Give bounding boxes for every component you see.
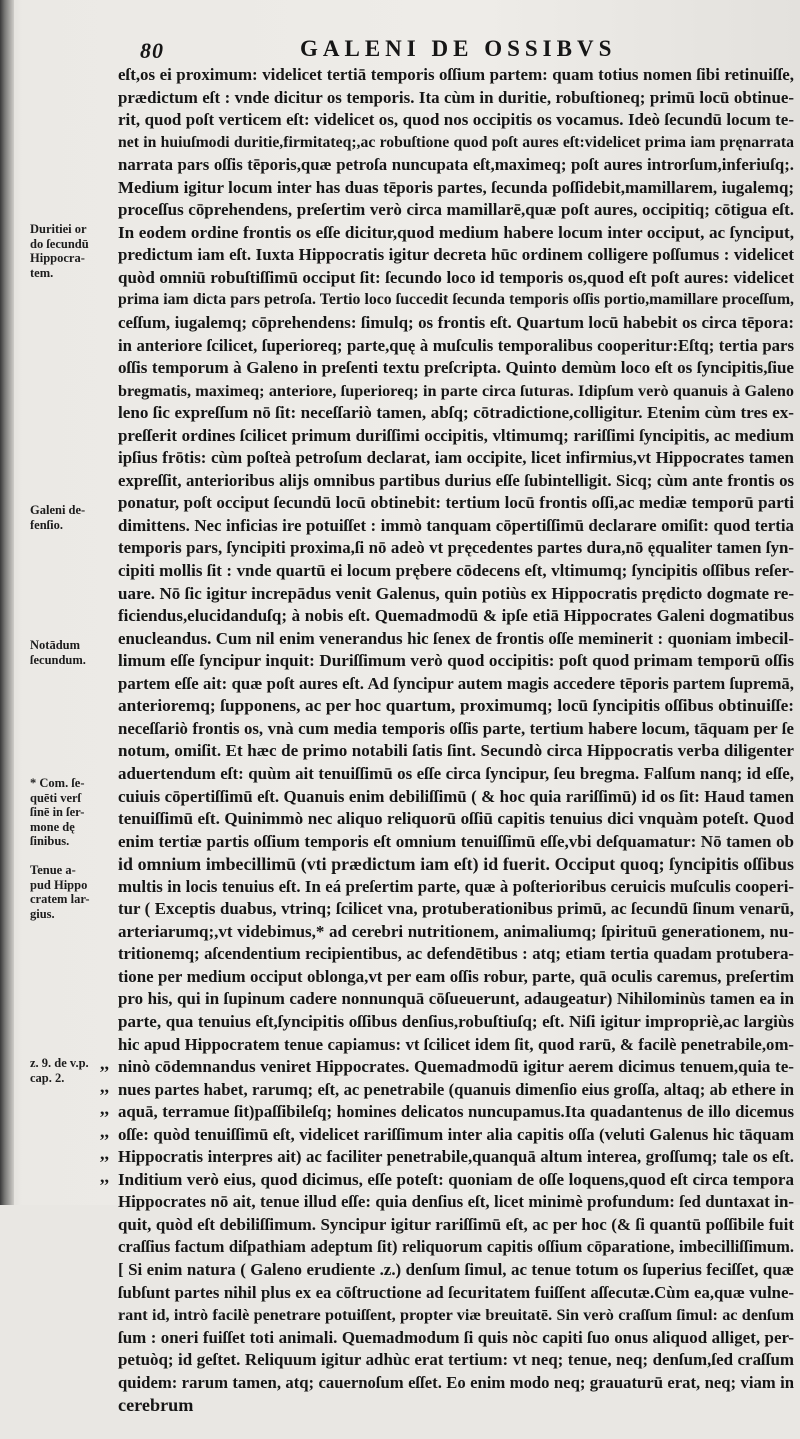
text-line: Hippocratis interpres ait) ac faciliter penetrabile,quanquā altum interea, groſſumq; tale os eſt. [118, 1147, 794, 1167]
text-line: leno ſic expreſſum nō ſit: neceſſariò tamen, abſq; cōtradictione,colligitur. Etenim cùm tres ex- [118, 403, 794, 423]
text-line: narrata pars oſſis tēporis,quæ petroſa nuncupata eſt,maximeq; poſt aures introrſum,inferiuſq;. [118, 155, 794, 175]
text-line: tione per medium occiput oblonga,vt per eam oſſis robur, parte, quā oculis caremus, preſertim [118, 966, 794, 986]
margin-note-line: Tenue a- [30, 863, 76, 877]
quote-mark: ,, [100, 1121, 109, 1141]
text-line: oſſis temporum à Galeno in preſenti textu preſcripta. Quinto demùm loco eſt os ſyncipitis,ſiue [118, 358, 794, 378]
text-line: Medium igitur locum inter has duas tēporis partes, ſecunda poſſidebit,mamillarem, iugalemq; [118, 177, 794, 197]
main-text-block [118, 64, 794, 1439]
quote-mark: ,, [100, 1053, 109, 1073]
page-number: 80 [140, 38, 164, 63]
margin-note-line: cap. 2. [30, 1070, 65, 1085]
margin-note-line: ſinibus. [30, 834, 70, 848]
text-line: oſſe: quòd tenuiſſimū eſt, videlicet rariſſimum inter alia capitis oſſa (veluti Galenus hic tāquam [118, 1124, 794, 1144]
text-line: aquā, terramue ſit)paſſibileſq; homines delicatos nuncupamus.Ita quadantenus de illo dicemus [118, 1102, 794, 1122]
margin-note-line: pud Hippo [30, 877, 88, 892]
text-line: id omnium imbecillimū (vti prædictum iam eſt) id fuerit. Occiput quoq; ſyncipitis oſſibus [118, 854, 794, 875]
text-line: rit, quod poſt verticem eſt: videlicet os, quod nos occipitis os vocamus. Ideò ſecundū locum te- [118, 110, 794, 130]
margin-note-line: cratem lar- [30, 892, 90, 906]
text-line: bregmatis, maximeq; anteriore, ſuperioreq; in parte circa ſuturas. Idipſum verò quanuis à Galeno [118, 381, 794, 400]
text-line: enucleandus. Cum nil enim venerandus hic ſenex de frontis oſſe meminerit : quoniam imbecil- [118, 628, 794, 648]
text-line: in anteriore ſcilicet, ſuperioreq; parte,quę à muſculis temporalibus cooperitur:Eſtq; tertia pars [118, 335, 794, 355]
text-line: ſum : oneri fuiſſet toti animali. Quemadmodum ſi quis nòc capiti ſuo onus aliquod alliget, per- [118, 1327, 794, 1347]
text-line: expreſſit, anterioribus alijs omnibus partibus durius eſſe ſubintelligit. Sicq; cùm ante frontis os [118, 470, 794, 490]
catchword [118, 1417, 794, 1439]
quote-mark: ,, [100, 1166, 109, 1186]
margin-note-line: z. 9. de v.p. [30, 1056, 89, 1070]
text-line: ceſſum, iugalemq; cōprehendens: ſimulq; os frontis eſt. Quartum locū habebit os circa tēpora: [118, 313, 794, 333]
text-line: ipſius frōtis: cùm poſteà petroſum declarat, iam occipite, licet infirmius,vt Hippocrates tamen [118, 448, 794, 468]
text-line: multis in locis tenuius eſt. In eá preſertim parte, quæ à poſterioribus ceruicis muſculis cooperi- [118, 876, 794, 896]
text-line: prædictum eſt : vnde dicitur os temporis. Ita cùm in duritie, robuſtioneq; primū locū obtinue- [118, 87, 794, 107]
text-line: Hippocrates nō ait, tenue illud eſſe: quia denſius eſt, licet minimè profundum: ſed duntaxat in- [118, 1192, 794, 1212]
text-line: dimittens. Nec inficias ire potuiſſet : immò tanquam cōpertiſſimū declarare omiſit: quod tertia [118, 515, 794, 535]
page-binding-edge [0, 0, 14, 1205]
page-header [140, 34, 790, 64]
text-line: rant id, intrò facilè penetrare potuiſſent, propter viæ breuitatē. Sin verò craſſum ſimul: ac denſum [118, 1306, 794, 1325]
quote-mark: ,, [100, 1076, 109, 1096]
text-line: arteriarumq;,vt videbimus,* ad cerebri nutritionem, animaliumq; ſpirituū generationem, nu- [118, 921, 794, 941]
margin-note-line: * Com. ſe- [30, 776, 85, 790]
margin-note-line: quēti verſ [30, 790, 82, 805]
text-line: quidem: rarum tamen, atq; cauernoſum eſſet. Eo enim modo neq; grauaturū erat, neq; viam in [118, 1372, 794, 1392]
margin-note-line: mone dę [30, 819, 75, 834]
text-line: temporis pars, ſyncipiti proxima,ſi nō adeò vt pręcedentes partes dura,nō ęqualiter tamen ſyn- [118, 538, 794, 558]
text-line: hic apud Hippocratem tenue capiamus: vt ſcilicet idem ſit, quod rarū, & facilè penetrabile,om- [118, 1034, 794, 1054]
text-line: pro his, qui in ſupinum cadere nonnunquā cōſueuerunt, adaugeatur) Nihilominùs tamen ea in [118, 989, 794, 1009]
text-line: eſt,os ei proximum: videlicet tertiā temporis oſſium partem: quam totius nomen ſibi retinuiſſe, [118, 65, 794, 84]
margin-note-line: Notādum [30, 638, 81, 652]
text-line: predictum iam eſt. Iuxta Hippocratis igitur decreta hūc ordinem colligere poſſumus : videlicet [118, 245, 794, 265]
text-line: enim tertiæ partis oſſium temporis eſt omnium tenuiſſimū eſſe,vbi deſquamatur: Nō tamen ob [118, 831, 794, 851]
text-line: neceſſariò frontis os, vnà cum media temporis oſſis parte, tertium habere locum, tāquam per ſe [118, 718, 794, 738]
text-line: nues partes habet, rarumq; eſt, ac penetrabile (quanuis dimenſio eius groſſa, altaq; ab ethere in [118, 1079, 794, 1099]
text-line: ninò cōdemnandus veniret Hippocrates. Quemadmodū igitur aerem dicimus tenuem,quia te- [118, 1057, 794, 1077]
text-line: preſſerit ordines ſcilicet primum duriſſimi occipitis, vltimumq; rariſſimi ſyncipitis, ac medium [118, 425, 794, 445]
margin-note-duritiei [30, 222, 112, 280]
margin-note-galeni-defensio [30, 503, 112, 532]
margin-note-line: gius. [30, 906, 55, 921]
running-title: GALENI DE OSSIBVS [300, 36, 617, 61]
text-line: uare. Nō ſic igitur increpādus venit Galenus, quin potiùs ex Hippocratis prędicto dogmate re- [118, 583, 794, 603]
text-line: quit, quòd eſt debiliſſimum. Syncipur igitur rariſſimū eſt, ac per hoc (& ſi quantū poſſibile fuit [118, 1214, 794, 1234]
text-line: cipiti mollis ſit : vnde quartū ei locum prębere cōdecens eſt, vltimumq; ſyncipitis oſſibus reſer- [118, 561, 794, 581]
text-line: notum, omiſit. Et hæc de primo notabili ſatis ſint. Secundò circa Hippocratis verba diligenter [118, 741, 794, 761]
margin-note-line: Hippocra- [30, 251, 85, 265]
text-line: aduertendum eſt: quùm ait tenuiſſimū os eſſe circa ſyncipur, ſeu bregma. Falſum nanq; id eſſe, [118, 763, 794, 783]
text-line: parte, qua tenuius eſt,ſyncipitis oſſibus denſius,robuſtiuſq; eſt. Niſi igitur impropriè,ac largiùs [118, 1011, 794, 1031]
text-line: craſſius factum diſpathiam adeptum ſit) reliquorum capitis oſſium cōparatione, imbecilliſſimum. [118, 1237, 794, 1257]
text-line: In eodem ordine frontis os eſſe dicitur,quod medium habere locum inter occiput, ac ſynciput, [118, 222, 794, 242]
margin-note-line: Galeni de- [30, 503, 86, 517]
text-line: ponatur, poſt occiput ſecundū locū obtinebit: tertium locū frontis oſſi,ac mediæ temporū parti [118, 493, 794, 513]
text-line: cuiuis cōpertiſſimū eſt. Quanuis enim debiliſſimū ( & hoc quia rariſſimū) id os ſit: Haud tamen [118, 786, 794, 806]
text-line: anterioremq; ſupponens, ac per hoc quartum, proximumq; locū ſyncipitis oſſibus obtinuiſſe: [118, 696, 794, 716]
text-line: partem eſſe ait: quæ poſt aures eſt. Ad ſyncipur autem magis accedere tēporis partem ſupremā, [118, 673, 794, 693]
text-line: tur ( Exceptis duabus, vtrinq; ſcilicet vna, protuberationibus primū, ac ſecundū ſinum venarū, [118, 899, 794, 919]
margin-note-line: do ſecundū [30, 236, 89, 251]
margin-note-line: tem. [30, 265, 54, 280]
text-line: tritionemq; aſcendentium recipientibus, ac defendētibus : atq; etiam tertia quadam protubera- [118, 944, 794, 964]
quote-mark: ,, [100, 1143, 109, 1163]
margin-note-tenue [30, 863, 112, 921]
text-line: ſubſunt partes nihil plus ex ea cōſtructione ad ſecuritatem fuiſſent aſſecutæ.Cùm ea,quæ vulne- [118, 1282, 794, 1302]
text-line: tenuiſſimū eſt. Quinimmò nec aliquo reliquorū oſſiū capitis tenuius dici vnquàm poteſt. Quod [118, 809, 794, 829]
margin-note-line: ſinē in ſer- [30, 805, 85, 819]
text-line: prima iam dicta pars petroſa. Tertio loco ſuccedit ſecunda temporis oſſis portio,mamillare proceſſum, [118, 291, 794, 309]
text-line: ficiendus,elucidanduſq; à nobis eſt. Quemadmodū & ipſe etiā Hippocrates Galeni dogmatibus [118, 606, 794, 626]
margin-note-line: Duritiei or [30, 222, 87, 236]
text-line: limum eſſe ſyncipur inquit: Duriſſimum verò quod occipitis: poſt quod primam temporū oſſis [118, 651, 794, 671]
text-line: proceſſus cōprehendens, preſertim verò circa mamillarē,quæ poſt aures, occipitiq; cōtigua eſt. [118, 200, 794, 220]
text-line: cerebrum [118, 1395, 194, 1416]
text-line: quòd omniū robuſtiſſimū occiput ſit: ſecundo loco id temporis os,quod eſt poſt aures: videlicet [118, 267, 794, 287]
margin-note-line: ſecundum. [30, 652, 86, 667]
margin-note-line: fenſio. [30, 517, 63, 532]
text-line: net in huiuſmodi duritie,firmitateq;,ac robuſtione quod poſt aures eſt:videlicet prima iam pręnarrata [118, 133, 794, 151]
text-line: [ Si enim natura ( Galeno erudiente .z.) denſum ſimul, ac tenue totum os ſuperius feciſſet, quæ [118, 1259, 794, 1279]
text-line: Inditium verò eius, quod dicimus, eſſe poteſt: quoniam de oſſe loquens,quod eſt circa tempora [118, 1169, 794, 1189]
margin-note-notandum [30, 638, 112, 667]
margin-note-commentary [30, 776, 112, 849]
quote-mark: ,, [100, 1098, 109, 1118]
text-line: petuòq; id geſtet. Reliquum igitur adhùc erat tertium: vt neq; tenue, neq; denſum,ſed craſſum [118, 1350, 794, 1370]
